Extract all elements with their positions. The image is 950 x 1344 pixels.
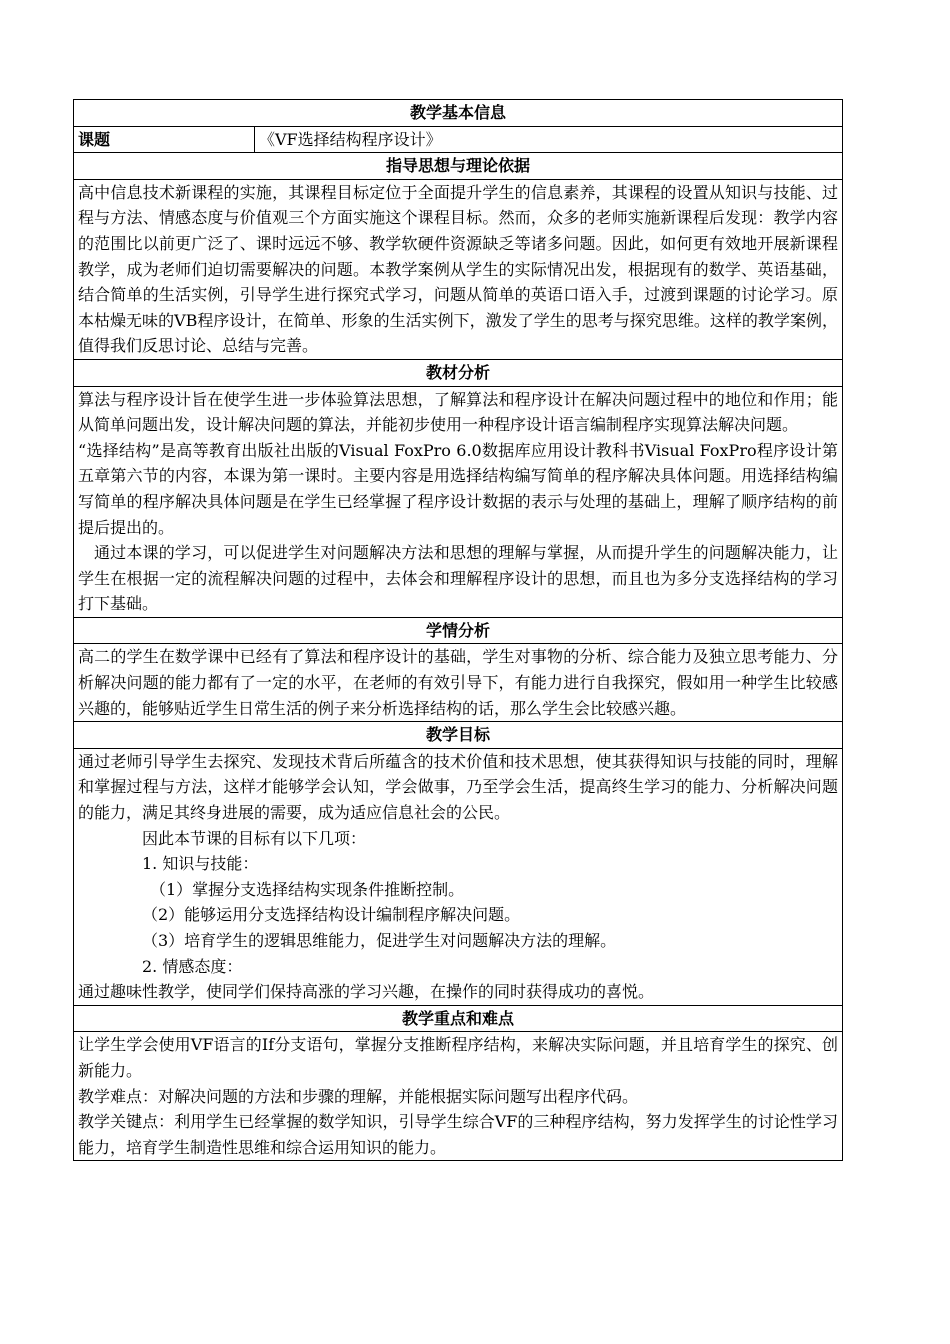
students-body-row — [74, 644, 843, 722]
goals-emotion-item-1: 通过趣味性教学，使同学们保持高涨的学习兴趣，在操作的同时获得成功的喜悦。 — [78, 982, 655, 1002]
material-body — [74, 386, 843, 617]
keypoints-key: 教学关键点：利用学生已经掌握的数学知识，引导学生综合VF的三种程序结构，努力发挥学生的讨论性学习能力，培育学生制造性思维和综合运用知识的能力。 — [78, 1112, 838, 1157]
material-heading-row — [74, 359, 843, 386]
topic-value: 《VF选择结构程序设计》 — [255, 126, 843, 153]
goals-heading: 教学目标 — [74, 722, 843, 749]
material-paragraph-1: 算法与程序设计旨在使学生进一步体验算法思想，了解算法和程序设计在解决问题过程中的地位和作用；能从简单问题出发，设计解决问题的算法，并能初步使用一种程序设计语言编制程序实现算法解决问题。 — [78, 389, 838, 435]
guiding-body — [74, 179, 843, 359]
keypoints-body-row — [74, 1032, 843, 1161]
guiding-heading: 指导思想与理论依据 — [74, 153, 843, 180]
goals-knowledge-title: 1. 知识与技能： — [142, 854, 259, 874]
guiding-paragraph: 高中信息技术新课程的实施，其课程目标定位于全面提升学生的信息素养，其课程的设置从知识与技能、过程与方法、情感态度与价值观三个方面实施这个课程目标。然而，众多的老师实施新课程后发现：教学内容的范围比以前更广泛了、课时远远不够、教学软硬件资源缺乏等诸多问题。因此，如何更有效地开展新课程教学，成为老师们迫切需要解决的问题。本教学案例从学生的实际情况出发，根据现有的数学、英语基础，结合简单的生活实例，引导学生进行探究式学习，问题从简单的英语口语入手，过渡到课题的讨论学习。原本枯燥无味的VB程序设计，在简单、形象的生活实例下，激发了学生的思考与探究思维。这样的教学案例，值得我们反思讨论、总结与完善。 — [78, 182, 838, 356]
keypoints-heading-row — [74, 1005, 843, 1032]
goals-body — [74, 748, 843, 1005]
keypoints-body — [74, 1032, 843, 1161]
keypoints-heading: 教学重点和难点 — [74, 1005, 843, 1032]
goals-knowledge-item-2: （2）能够运用分支选择结构设计编制程序解决问题。 — [142, 905, 521, 925]
goals-emotion-title: 2. 情感态度： — [142, 956, 243, 976]
goals-intro: 通过老师引导学生去探究、发现技术背后所蕴含的技术价值和技术思想，使其获得知识与技能的同时，理解和掌握过程与方法，这样才能够学会认知，学会做事，乃至学会生活，提高终生学习的能力、分析解决问题的能力，满足其终身进展的需要，成为适应信息社会的公民。 — [78, 751, 838, 823]
material-paragraph-3: 通过本课的学习，可以促进学生对问题解决方法和思想的理解与掌握，从而提升学生的问题解决能力，让学生在根据一定的流程解决问题的过程中，去体会和理解程序设计的思想，而且也为多分支选择结构的学习打下基础。 — [78, 543, 838, 614]
lesson-plan-table — [73, 99, 843, 1161]
topic-row — [74, 126, 843, 153]
basic-info-heading: 教学基本信息 — [74, 100, 843, 127]
students-paragraph: 高二的学生在数学课中已经有了算法和程序设计的基础，学生对事物的分析、综合能力及独立思考能力、分析解决问题的能力都有了一定的水平，在老师的有效引导下，有能力进行自我探究，假如用一种学生比较感兴趣的，能够贴近学生日常生活的例子来分析选择结构的话，那么学生会比较感兴趣。 — [78, 647, 838, 718]
topic-label: 课题 — [74, 126, 255, 153]
material-body-row — [74, 386, 843, 617]
basic-info-row — [74, 100, 843, 127]
goals-knowledge-item-1: （1）掌握分支选择结构实现条件推断控制。 — [150, 879, 465, 899]
students-heading-row — [74, 617, 843, 644]
goals-heading-row — [74, 722, 843, 749]
material-paragraph-2: “选择结构”是高等教育出版社出版的Visual FoxPro 6.0数据库应用设计教科书Visual FoxPro程序设计第五章第六节的内容，本课为第一课时。主要内容是用选择结构编写简单的程序解决具体问题。用选择结构编写简单的程序解决具体问题是在学生已经掌握了程序设计数据的表示与处理的基础上，理解了顺序结构的前提后提出的。 — [78, 440, 838, 537]
guiding-body-row — [74, 179, 843, 359]
keypoints-difficulty: 教学难点：对解决问题的方法和步骤的理解，并能根据实际问题写出程序代码。 — [78, 1086, 639, 1106]
students-heading: 学情分析 — [74, 617, 843, 644]
students-body — [74, 644, 843, 722]
goals-knowledge-item-3: （3）培育学生的逻辑思维能力，促进学生对问题解决方法的理解。 — [142, 931, 617, 950]
goals-body-row — [74, 748, 843, 1005]
guiding-heading-row — [74, 153, 843, 180]
material-heading: 教材分析 — [74, 359, 843, 386]
keypoints-paragraph-1: 让学生学会使用VF语言的If分支语句，掌握分支推断程序结构，来解决实际问题，并且培育学生的探究、创新能力。 — [78, 1035, 838, 1080]
goals-lead: 因此本节课的目标有以下几项： — [142, 828, 367, 848]
